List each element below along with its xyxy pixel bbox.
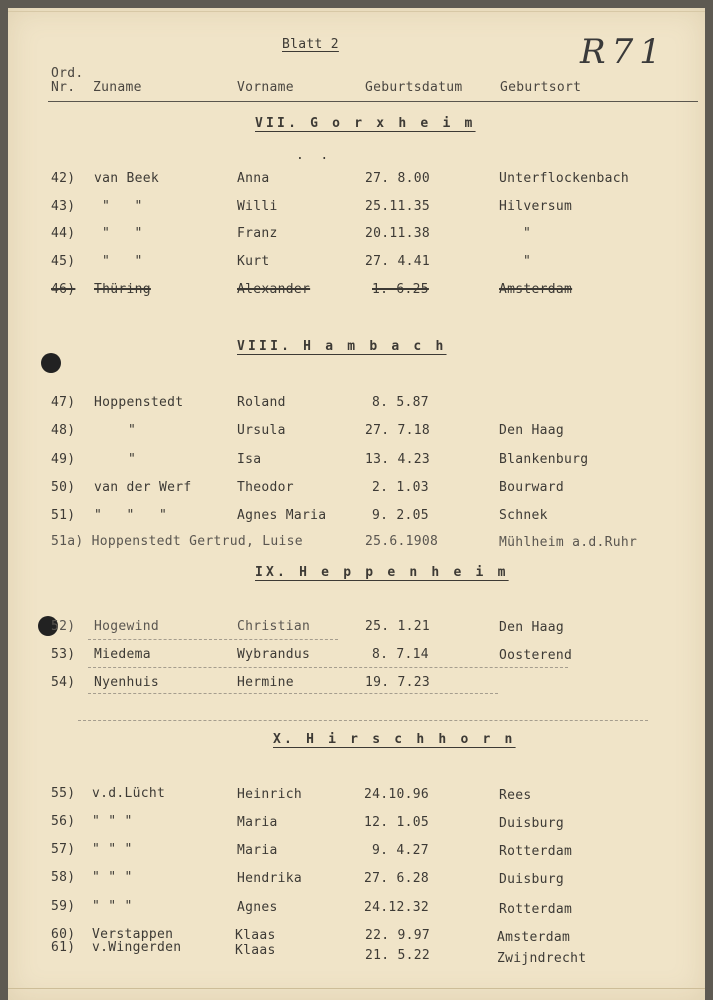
row-60-nr: 60): [51, 927, 76, 942]
row-61-datum: 21. 5.22: [365, 948, 431, 963]
row-54-vorname: Hermine: [237, 675, 294, 690]
header-zuname: Zuname: [93, 80, 142, 95]
row-45-ort: ": [523, 254, 532, 269]
row-51a-name: 51a) Hoppenstedt Gertrud, Luise: [51, 534, 303, 549]
row-43-ort: Hilversum: [499, 199, 573, 214]
row-52-datum: 25. 1.21: [365, 619, 431, 634]
divider-line: [78, 720, 648, 721]
row-57-ort: Rotterdam: [499, 844, 573, 859]
row-51-zuname: " " ": [94, 508, 168, 523]
paper-edge: [8, 11, 705, 12]
row-48-datum: 27. 7.18: [365, 423, 431, 438]
row-50-ort: Bourward: [499, 480, 565, 495]
row-44-vorname: Franz: [237, 226, 278, 241]
paper-edge: [8, 988, 705, 989]
row-46-datum: 1. 6.25: [372, 282, 429, 297]
row-59-datum: 24.12.32: [364, 900, 430, 915]
section-gorxheim: VII. G o r x h e i m: [255, 116, 476, 131]
row-44-datum: 20.11.38: [365, 226, 431, 241]
row-56-datum: 12. 1.05: [364, 815, 430, 830]
row-60-datum: 22. 9.97: [365, 928, 431, 943]
row-53-datum: 8. 7.14: [372, 647, 429, 662]
row-49-ort: Blankenburg: [499, 452, 589, 467]
row-47-datum: 8. 5.87: [372, 395, 429, 410]
row-53-zuname: Miedema: [94, 647, 151, 662]
row-48-nr: 48): [51, 423, 76, 438]
row-59-vorname: Agnes: [237, 900, 278, 915]
header-vorname: Vorname: [237, 80, 294, 95]
row-51-datum: 9. 2.05: [372, 508, 429, 523]
row-47-nr: 47): [51, 395, 76, 410]
row-46-zuname: Thüring: [94, 282, 151, 297]
row-55-vorname: Heinrich: [237, 787, 303, 802]
row-57-vorname: Maria: [237, 843, 278, 858]
row-59-ort: Rotterdam: [499, 902, 573, 917]
row-42-zuname: van Beek: [94, 171, 160, 186]
row-51-vorname: Agnes Maria: [237, 508, 327, 523]
header-geburtsort: Geburtsort: [500, 80, 582, 95]
row-61-nr: 61): [51, 940, 76, 955]
dots-mark: . .: [296, 148, 329, 163]
row-49-vorname: Isa: [237, 452, 262, 467]
strike-line: [88, 639, 338, 640]
row-55-zuname: v.d.Lücht: [92, 786, 166, 801]
row-47-vorname: Roland: [237, 395, 286, 410]
row-59-zuname: " " ": [92, 899, 133, 914]
row-48-vorname: Ursula: [237, 423, 286, 438]
handwritten-reference: R71: [580, 32, 667, 72]
row-60-vorname: Klaas: [235, 928, 276, 943]
row-44-ort: ": [523, 226, 532, 241]
row-50-datum: 2. 1.03: [372, 480, 429, 495]
row-45-nr: 45): [51, 254, 76, 269]
row-43-vorname: Willi: [237, 199, 278, 214]
row-49-zuname: ": [128, 452, 137, 467]
row-46-nr: 46): [51, 282, 76, 297]
row-60-zuname: Verstappen: [92, 927, 174, 942]
row-54-zuname: Nyenhuis: [94, 675, 160, 690]
row-57-nr: 57): [51, 842, 76, 857]
row-52-nr: 52): [51, 619, 76, 634]
row-58-nr: 58): [51, 870, 76, 885]
header-geburtsdatum: Geburtsdatum: [365, 80, 463, 95]
row-52-vorname: Christian: [237, 619, 311, 634]
row-56-zuname: " " ": [92, 814, 133, 829]
row-43-zuname: " ": [102, 199, 143, 214]
punch-hole: [41, 353, 61, 373]
row-58-zuname: " " ": [92, 870, 133, 885]
row-53-ort: Oosterend: [499, 648, 573, 663]
row-42-datum: 27. 8.00: [365, 171, 431, 186]
row-58-datum: 27. 6.28: [364, 871, 430, 886]
row-45-vorname: Kurt: [237, 254, 270, 269]
row-56-nr: 56): [51, 814, 76, 829]
row-43-datum: 25.11.35: [365, 199, 431, 214]
row-55-datum: 24.10.96: [364, 787, 430, 802]
row-59-nr: 59): [51, 899, 76, 914]
strike-line: [88, 693, 498, 694]
row-61-ort: Zwijndrecht: [497, 951, 587, 966]
row-42-vorname: Anna: [237, 171, 270, 186]
header-nr: Nr.: [51, 80, 76, 95]
row-42-ort: Unterflockenbach: [499, 171, 630, 186]
row-48-zuname: ": [128, 423, 137, 438]
header-ord: Ord.: [51, 66, 84, 81]
header-rule: [48, 101, 698, 102]
row-58-ort: Duisburg: [499, 872, 565, 887]
row-54-datum: 19. 7.23: [365, 675, 431, 690]
row-50-vorname: Theodor: [237, 480, 294, 495]
section-hirschhorn: X. H i r s c h h o r n: [273, 732, 516, 747]
row-45-zuname: " ": [102, 254, 143, 269]
row-44-nr: 44): [51, 226, 76, 241]
section-heppenheim: IX. H e p p e n h e i m: [255, 565, 509, 580]
row-60-ort: Amsterdam: [497, 930, 571, 945]
row-51a-ort: Mühlheim a.d.Ruhr: [499, 535, 638, 550]
row-51-ort: Schnek: [499, 508, 548, 523]
row-58-vorname: Hendrika: [237, 871, 303, 886]
row-46-ort: Amsterdam: [499, 282, 573, 297]
row-55-nr: 55): [51, 786, 76, 801]
page-title: Blatt 2: [282, 37, 339, 52]
row-43-nr: 43): [51, 199, 76, 214]
row-42-nr: 42): [51, 171, 76, 186]
row-52-zuname: Hogewind: [94, 619, 160, 634]
row-52-ort: Den Haag: [499, 620, 565, 635]
row-50-nr: 50): [51, 480, 76, 495]
row-49-nr: 49): [51, 452, 76, 467]
row-56-ort: Duisburg: [499, 816, 565, 831]
row-51a-datum: 25.6.1908: [365, 534, 439, 549]
section-hambach: VIII. H a m b a c h: [237, 339, 447, 354]
row-61-vorname: Klaas: [235, 943, 276, 958]
row-44-zuname: " ": [102, 226, 143, 241]
row-55-ort: Rees: [499, 788, 532, 803]
row-53-nr: 53): [51, 647, 76, 662]
row-61-zuname: v.Wingerden: [92, 940, 182, 955]
row-45-datum: 27. 4.41: [365, 254, 431, 269]
row-47-zuname: Hoppenstedt: [94, 395, 184, 410]
row-54-nr: 54): [51, 675, 76, 690]
row-53-vorname: Wybrandus: [237, 647, 311, 662]
row-46-vorname: Alexander: [237, 282, 311, 297]
row-57-zuname: " " ": [92, 842, 133, 857]
row-57-datum: 9. 4.27: [372, 843, 429, 858]
row-50-zuname: van der Werf: [94, 480, 192, 495]
row-48-ort: Den Haag: [499, 423, 565, 438]
document-page: [8, 8, 705, 1000]
strike-line: [88, 667, 568, 668]
row-49-datum: 13. 4.23: [365, 452, 431, 467]
row-51-nr: 51): [51, 508, 76, 523]
row-56-vorname: Maria: [237, 815, 278, 830]
